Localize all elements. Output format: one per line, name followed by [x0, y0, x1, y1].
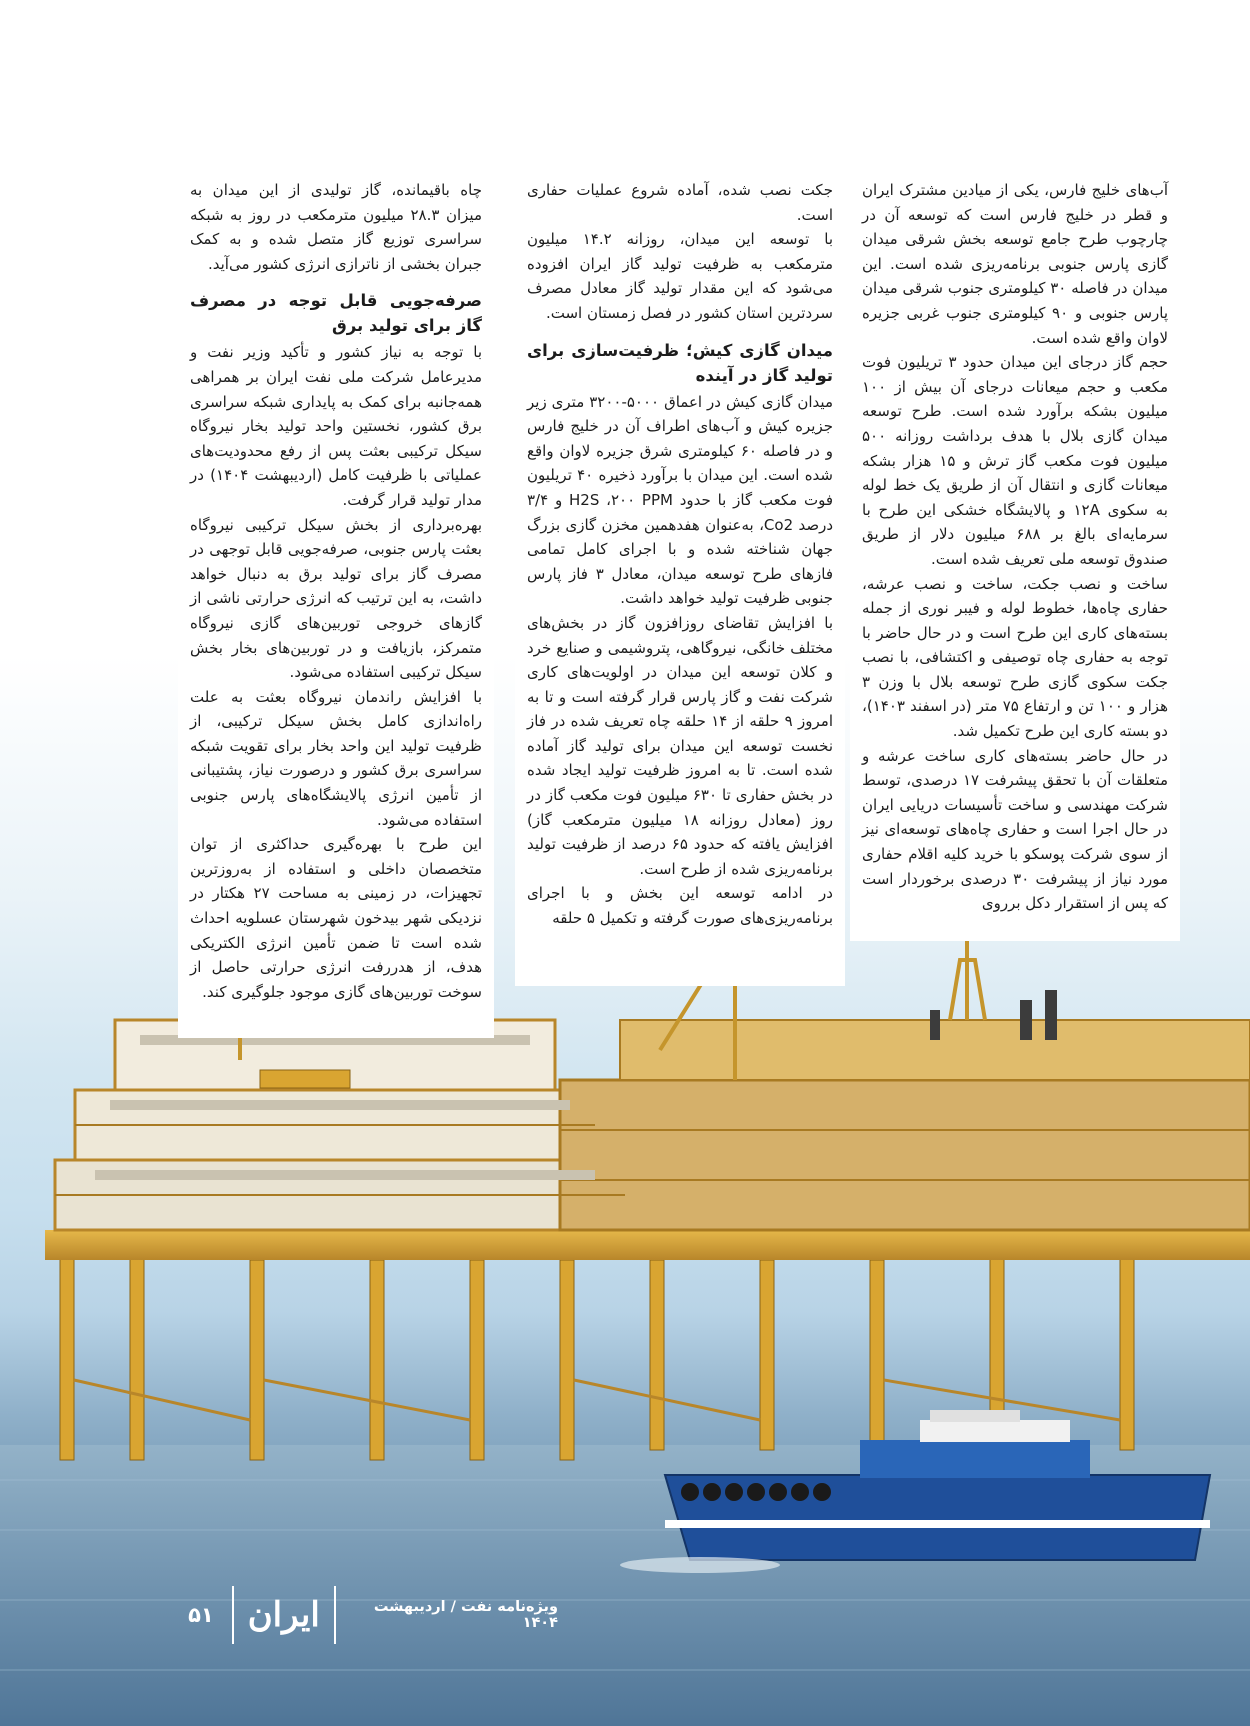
- paragraph: جکت نصب شده، آماده شروع عملیات حفاری است.: [527, 181, 833, 224]
- page-footer: [178, 1580, 558, 1650]
- paragraph: ساخت و نصب جکت، ساخت و نصب عرشه، حفاری چاه‌ها، خطوط لوله و فیبر نوری از جمله بسته‌های کاری این طرح است و در حال حاضر با توجه به حفاری چاه توصیفی و اکتشافی، با نصب جکت سکوی گازی طرح توسعه بلال با وزن ۳ هزار و ۱۰۰ تن و ارتفاع ۷۵ متر (در اسفند ۱۴۰۳)، دو بسته کاری این طرح تکمیل شد.: [862, 574, 1168, 741]
- paragraph: در حال حاضر بسته‌های کاری ساخت عرشه و متعلقات آن با تحقق پیشرفت ۱۷ درصدی، توسط شرکت مهندسی و ساخت تأسیسات دریایی ایران در حال اجرا است و حفاری چاه‌های توسعه‌ای نیز از سوی شرکت پوسکو با خرید کلیه اقلام حفاری مورد نیاز از پیشرفت ۳۰ درصدی برخوردار است که پس از استقرار دکل برروی: [862, 746, 1169, 913]
- paragraph: با افزایش راندمان نیروگاه بعثت به علت راه‌اندازی کامل بخش سیکل ترکیبی، از ظرفیت تولید این واحد بخار برای تقویت شبکه سراسری برق کشور و درصورت نیاز، پشتیبانی از تأمین انرژی پالایشگاه‌های پارس جنوبی استفاده می‌شود.: [190, 687, 482, 829]
- issue-label: ویژه‌نامه نفت / اردیبهشت ۱۴۰۴: [373, 1599, 558, 1631]
- article-column-left: [178, 168, 494, 1038]
- paragraph: در ادامه توسعه این بخش و با اجرای برنامه‌ریزی‌های صورت گرفته و تکمیل ۵ حلقه: [527, 884, 833, 928]
- article-column-right: [850, 168, 1180, 941]
- paragraph: چاه باقیمانده، گاز تولیدی از این میدان به میزان ۲۸.۳ میلیون مترمکعب در روز به شبکه سراسری توزیع گاز متصل شده و به کمک جبران بخشی از ناترازی انرژی کشور می‌آید.: [190, 181, 482, 273]
- paragraph: با توجه به نیاز کشور و تأکید وزیر نفت و مدیرعامل شرکت ملی نفت ایران بر همراهی همه‌جانبه برای کمک به پایداری شبکه سراسری برق کشور، نخستین واحد تولید بخار نیروگاه سیکل ترکیبی بعثت پس از رفع محدودیت‌های عملیاتی با ظرفیت کامل (اردیبهشت ۱۴۰۴) در مدار تولید قرار گرفت.: [190, 343, 482, 509]
- footer-divider: [232, 1586, 234, 1644]
- paragraph: میدان گازی کیش در اعماق ۵۰۰۰-۳۲۰۰ متری زیر جزیره کیش و آب‌های اطراف آن در خلیج فارس و در فاصله ۶۰ کیلومتری شرق جزیره لاوان واقع شده است. این میدان با برآورد ذخیره ۴۰ تریلیون فوت مکعب گاز با حدود H2S ،۲۰۰ PPM و ۳/۴ درصد Co2، به‌عنوان هفدهمین مخزن گازی بزرگ جهان شناخته شده و با اجرای کامل تمامی فازهای طرح توسعه میدان، معادل ۳ فاز پارس جنوبی ظرفیت تولید خواهد داشت.: [527, 392, 834, 608]
- paragraph: حجم گاز درجای این میدان حدود ۳ تریلیون فوت مکعب و حجم میعانات درجای آن بیش از ۱۰۰ میلیون بشکه برآورد شده است. طرح توسعه میدان گازی بلال با هدف برداشت روزانه ۵۰۰ میلیون فوت مکعب گاز ترش و ۱۵ هزار بشکه میعانات گازی و انتقال آن از طریق یک خط لوله به سکوی ۱۲A و پالایشگاه خشکی این طرح با سرمایه‌ای بالغ بر ۶۸۸ میلیون دلار از طریق صندوق توسعه ملی تعریف شده است.: [862, 353, 1169, 568]
- article-column-middle: [515, 168, 845, 986]
- paragraph: با افزایش تقاضای روزافزون گاز در بخش‌های مختلف خانگی، نیروگاهی، پتروشیمی و صنایع خرد و کلان توسعه این میدان در اولویت‌های کاری شرکت نفت و گاز پارس قرار گرفته است و تا به امروز ۹ حلقه از ۱۴ حلقه چاه تعریف شده در فاز نخست توسعه این میدان برای تولید گاز آماده شده است. تا به امروز ظرفیت تولید ایجاد شده در بخش حفاری تا ۶۳۰ میلیون فوت مکعب گاز در روز (معادل روزانه ۱۸ میلیون مترمکعب گاز) افزایش یافته که حدود ۶۵ درصد از ظرفیت تولید برنامه‌ریزی شده از طرح است.: [527, 613, 833, 878]
- section-heading-power: صرفه‌جویی قابل توجه در مصرف گاز برای تولید برق: [190, 291, 482, 336]
- footer-divider: [334, 1586, 336, 1644]
- page-number: ۵۱: [188, 1603, 214, 1627]
- paragraph: این طرح با بهره‌گیری حداکثری از توان متخصصان داخلی و استفاده از به‌روزترین تجهیزات، در زمینی به مساحت ۲۷ هکتار در نزدیکی شهر بیدخون شهرستان عسلویه احداث شده است تا ضمن تأمین انرژی الکتریکی هدف، از هدررفت انرژی حرارتی حاصل از سوخت توربین‌های گازی موجود جلوگیری کند.: [190, 835, 482, 1001]
- paragraph: آب‌های خلیج فارس، یکی از میادین مشترک ایران و قطر در خلیج فارس است که توسعه آن در چارچوب طرح جامع توسعه بخش شرقی میدان گازی پارس جنوبی برنامه‌ریزی شده است. این میدان در فاصله ۳۰ کیلومتری جنوب شرقی میدان پارس جنوبی و ۹۰ کیلومتری جنوب غربی جزیره لاوان واقع شده است.: [862, 181, 1169, 347]
- magazine-logo: ایران: [247, 1595, 320, 1635]
- paragraph: بهره‌برداری از بخش سیکل ترکیبی نیروگاه بعثت پارس جنوبی، صرفه‌جویی قابل توجهی در مصرف گاز برای تولید برق به دنبال خواهد داشت، به این ترتیب که انرژی حرارتی ناشی از گازهای خروجی توربین‌های گازی نیروگاه متمرکز، بازیافت و در توربین‌های بخار بخش سیکل ترکیبی استفاده می‌شود.: [190, 515, 482, 682]
- paragraph: با توسعه این میدان، روزانه ۱۴.۲ میلیون مترمکعب به ظرفیت تولید گاز ایران افزوده می‌شود که این مقدار تولید گاز معادل مصرف سردترین استان کشور در فصل زمستان است.: [527, 230, 833, 322]
- section-heading-kish: میدان گازی کیش؛ ظرفیت‌سازی برای تولید گاز در آینده: [527, 340, 833, 385]
